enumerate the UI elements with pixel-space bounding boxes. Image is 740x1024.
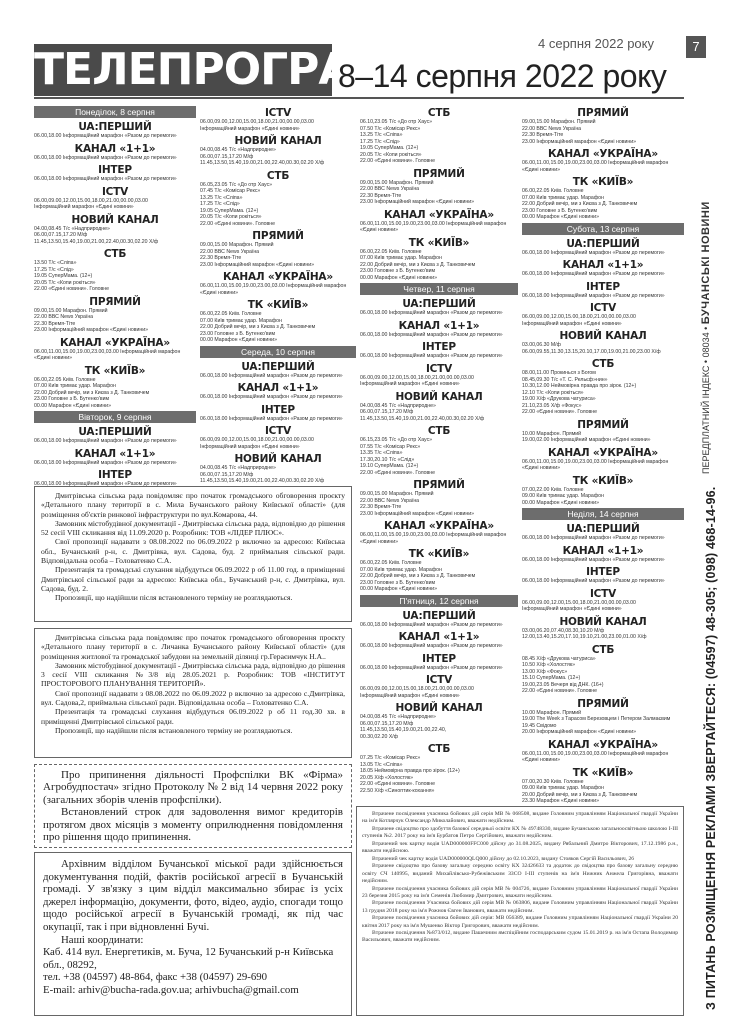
program-line: 06.00,18.00 Інформаційний марафон «Разом до перемоги» [360,664,503,671]
program-line: 22.00 «Єдині новини». Головне [360,781,436,787]
channel-name: ІНТЕР [586,280,620,293]
program-line: 00.00 Марафон «Єдині новини» [522,499,599,506]
notice-paragraph: Замовник містобудівної документації - Дмитрівська сільська рада, відповідно до рішення 52 сесії VIII скликання від 11.09.2020 р. Розробник: ТОВ «ЛІДЕР ПЛЮС». [41,518,345,538]
program-date-range: 8–14 серпня 2022 року [338,58,667,94]
program-line: 03.00,06.30 М/ф [522,342,561,348]
notice-paragraph: Про припинення діяльності Профспілки ВК «Фірма» Агробудпостач» згідно Протоколу № 2 від 14 червня 2022 року (загальних зборів членів профспілки). [43,769,343,806]
channel-name: КАНАЛ «1+1» [562,544,644,557]
notice-paragraph: Презентація та громадські слухання відбудуться 06.09.2022 р об 11.00 год. в приміщенні Дмитрівської сільської ради за адресою: Київська обл., Бучанський р-н, с. Дмитрівка, вул. Садова, буд. 2. [41,565,345,593]
program-line: 20.00 Інформаційний марафон «Єдині новини» [522,729,637,735]
channel-name: ІНТЕР [98,164,132,176]
program-line: 12.10 Т/с «Копи рокіться» [522,389,584,396]
notice-paragraph: Свої пропозиції надавати з 08.08.2022 по 06.09.2022 р включно за адресою с.Дмитрівка, вул. Садова,2, приймальна сільської ради. Відповідальна особа – Головатенко С.А. [41,688,345,708]
program-line: 09.00 Київ тримає удар. Марафон [522,785,604,791]
lost-document-notice: Втрачене свідоцтво про здобуття базової середньої освіти КХ № 49748330, видане Бучанською загальноосвітньою школою І-ІІІ ступенів №2. 2017 року на ім'я Бурбатов Петро Сергійович, вважати недійсним. [362,825,678,840]
program-line: 06.00,11.00,15.00,19.00,23.00,03.00 Інформаційний марафон [522,458,669,465]
program-line: 22.00 «Єдині новини». Головне [522,688,598,694]
program-line: 20.05 Т/с «Копи рокіться» [34,279,96,286]
channel-name: ІНТЕР [422,341,456,353]
notice-paragraph: Дмитрівська сільська рада повідомляє про початок громадського обговорення проєкту «Детального плану території в с. Личанка Бучанського району Київської області» (для розміщення житлової та громадської забудови на земельній ділянці гр.Гераєимчук Н.А.. [41,633,345,661]
program-line: 06.00,11.00,15.00,19.00,23.00,03.00 Інформаційний марафон [34,348,181,355]
channel-name: ICTV [425,362,453,375]
program-line: 22.30 Время-Тіте [34,320,76,327]
channel-name: ПРЯМИЙ [577,107,629,119]
channel-name: КАНАЛ «1+1» [562,259,644,271]
channel-name: ICTV [589,587,617,600]
program-line: 06.00,18.00 Інформаційний марафон «Разом до перемоги» [522,578,665,584]
channel-name: НОВИЙ КАНАЛ [395,390,483,403]
program-line: 09.00,15.00 Марафон. Прямий [34,307,108,314]
program-line: 06.00,09.00,12.00,15.00,18.00,21.00,00.00,03.00 [200,119,314,125]
notice-paragraph: Архівним відділом Бучанської міської ради здійснюється документування подій, фактів російської агресії в Бучанській громаді. У зв'язку з цим відділ максимально збирає із усіх джерел інформацію, документи, фото, відео, аудіо, спогади тощо щодо російської агресії в Бучанській громаді, як під час окупації, так і при відновленні Бучі. [43,858,343,933]
program-line: 09.00,15.00 Марафон. Прямий [360,179,434,186]
lost-document-notice: Втрачений чек картку водія UAD000000QLQ000 дійсну до 02.10.2023, видану Стояков Сергій Васильович, 26 [372,855,635,862]
day-header: Неділя, 14 серпня [522,508,684,520]
newspaper-name: БУЧАНСЬКІ НОВИНИ [700,201,712,325]
channel-name: UA:ПЕРШИЙ [402,609,476,622]
program-line: 07.00 Київ тримає удар. Марафон [522,194,604,201]
sidebar-ads-contact [686,484,718,1014]
program-line: 17.25 Т/с «Слід» [200,201,240,207]
program-line: Інформаційний марафон «Єдині новини» [34,204,134,210]
program-line: 06.00,07.15,17.20 М/ф [360,409,414,415]
tv-column-4 [522,104,684,805]
tv-column-3 [360,104,518,794]
channel-name: ТК «КИЇВ» [572,474,634,487]
channel-name: UA:ПЕРШИЙ [566,523,640,535]
program-line: 19.05 СуперМама. (12+) [200,207,259,214]
issue-date: 4 серпня 2022 року [538,36,654,51]
program-line: 09.00,15.00 Марафон. Прямий [522,119,596,125]
channel-name: КАНАЛ «1+1» [74,142,156,155]
contact-line: Наші координати: [61,933,144,946]
tv-program-logo: ТЕЛЕПРОГРАМА [34,44,428,95]
program-line: Інформаційний марафон «Єдині новини» [522,320,622,327]
program-line: 06.00,18.00 Інформаційний марафон «Разом до перемоги» [522,556,665,563]
channel-name: КАНАЛ «1+1» [398,319,480,332]
channel-name: UA:ПЕРШИЙ [78,426,152,438]
program-line: 06.00,18.00 Інформаційний марафон «Разом до перемоги» [34,154,177,161]
program-line: 13.50 Т/с «Сліпа» [34,260,77,266]
program-line: 04.00,08.45 Т/с «Надприродне» [34,225,110,232]
channel-name: ІНТЕР [261,403,295,416]
channel-name: ІНТЕР [422,652,456,665]
channel-name: СТБ [427,743,451,755]
program-line: 22.00 Добрий вечір, ми з Києва з Д. Танковичем [360,261,476,268]
tv-column-2 [200,104,356,485]
program-line: «Єдині новини» [360,538,399,545]
header-divider [34,97,684,99]
channel-name: СТБ [103,248,127,260]
program-line: 10.00 Марафон. Прямий [522,430,582,437]
program-line: 06.00,07.15,17.20 М/ф [200,471,254,478]
channel-name: ТК «КИЇВ» [408,236,470,249]
program-line: 04.00,08.45 Т/с «Надприродне» [200,147,276,153]
program-line: 04.00,08.45 Т/с «Надприродне» [200,465,276,471]
channel-name: ТК «КИЇВ» [408,548,470,560]
program-line: 19.05 СуперМама. (12+) [34,273,93,279]
program-line: 08.45,09.30 Т/с «Т. С. Рельєф»нин» [522,376,608,383]
program-line: 06.00,18.00 Інформаційний марафон «Разом до перемоги» [34,481,177,487]
program-line: 06.00,18.00 Інформаційний марафон «Разом до перемоги» [522,249,665,256]
program-line: 04.00,08.45 Т/с «Надприродне» [360,402,436,409]
channel-name: ПРЯМИЙ [413,479,465,491]
program-line: 23.00 Інформаційний марафон «Єдині новини» [200,261,315,268]
program-line: 18.05 Неймовірна правда про зірок. (12+) [360,768,460,774]
channel-name: СТБ [591,643,615,656]
program-line: 22.00 «Єдині новини». Головне [200,220,276,227]
channel-name: НОВИЙ КАНАЛ [559,330,647,342]
program-line: 06.00,09.00,12.00,15.00,18.00,21.00,00.00,03.00 [360,374,474,381]
contact-line: E-mail: arhiv@bucha-rada.gov.ua; arhivbucha@gmail.com [43,983,299,996]
program-line: 07.25 Т/с «Комісар Рекс» [360,755,421,761]
channel-name: КАНАЛ «УКРАЇНА» [548,738,658,751]
day-header: Понеділок, 8 серпня [34,106,196,118]
lost-document-notice: Втрачене посвідчення учасника бойових дій серія: МВ 056389, видане Головним управлінням Національної гвардії України 20 квітня 2017 року на ім'я Мушенко Віктор Григорович, вважати недійсним. [362,915,678,929]
page-number: 7 [686,36,706,58]
program-line: 06.00,09.00,12.00,15.00,18.00,21.00,00.00,03.00 [200,437,314,443]
program-line: 07.00 Київ тримає удар. Марафон [34,383,116,389]
program-line: 07.00 Київ тримає удар. Марафон [360,255,442,261]
program-line: 06.00,07.15,17.20 М/ф [360,720,414,727]
notice-detailed-plan-myla [34,486,352,622]
notice-paragraph: Замовник містобудівної документації - Дмитрівська сільська рада, відповідно до рішення 3 сесії VIII скликання №3/8 від 28.05.2021 р. Розробник: ТОВ «ІНСТИТУТ ПРОСТОРОВОГО ПЛАНУВАННЯ ТЕРИТОРІЙ». [41,660,345,689]
program-line: 08.45 Х/ф «Друкова чатуриса» [522,655,596,662]
program-line: 17.30,20.10 Т/с «Слід» [360,456,415,463]
program-line: 06.00,22.05 Київ. Головне [200,311,262,317]
program-line: 22.00 Добрий вечір, ми з Києва з Д. Танковичем [360,573,476,579]
program-line: 06.00,07.15,17.20 М/ф [200,153,254,160]
program-line: 19.00 The Week з Тарасом Березовцем і Петером Залмаєвим [522,716,671,722]
notice-paragraph: Пропозиції, що надійшли після встановленого терміну не розглядаються. [55,725,293,735]
program-line: 06.00,18.00 Інформаційний марафон «Разом до перемоги» [522,535,665,541]
program-line: 20.05 Т/с «Копи рокіться» [360,151,422,158]
notice-paragraph: Свої пропозиції надавати з 08.08.2022 по 06.09.2022 р включно за адресою: Київська обл., Бучанський р-н, с. Дмитрівка, вул. Садова, буд. 2 приймальня сільської ради. Відповідальна особа – Головатенко С.А. [41,537,345,566]
channel-name: СТБ [591,358,615,370]
program-line: 00.00 Марафон «Єдині новини» [522,214,599,220]
program-line: 06.00,18.00 Інформаційний марафон «Разом до перемоги» [200,372,343,379]
program-line: 22.30 Время-Тіте [200,255,242,261]
program-line: 06.00,18.00 Інформаційний марафон «Разом до перемоги» [360,310,503,316]
day-header: Середа, 10 серпня [200,346,356,358]
lost-document-notice: Втрачене посвідчення Учасника бойових дій серія МВ № 063806, видане Головним управлінням Національної гвардії України 13 грудня 2018 року на ім'я Рожнов Євген Іванович, вважати недійсним. [362,900,678,914]
program-line: 06.00,09.00,12.00,15.00,18.00,21.00,00.00,03.00 [522,314,636,320]
program-line: 22.50 Х/ф «Синоптик-кохання» [360,787,435,794]
contact-line: Каб. 414 вул. Енергетиків, м. Буча, 12 Бучанський р-н Київська обл., 08292, [43,946,334,971]
program-line: 06.00,11.00,15.00,19.00,23.00,03.00 Інформаційний марафон [200,283,347,289]
program-line: 10.30,12.00 Неймовірна правда про зірок. (12+) [522,383,637,389]
notice-paragraph: Встановлений строк для задоволення вимог кредиторів протягом двох місяців з моменту оприлюднення повідомлення про рішення щодо припинення. [43,806,343,844]
program-line: 06.00,18.00 Інформаційний марафон «Разом до перемоги» [34,176,177,182]
program-line: 06.00,22.05 Київ. Головне [360,560,422,566]
program-line: 22.00 Добрий вечір, ми з Києва з Д. Танковичем [34,389,150,396]
program-line: 06.00,18.00 Інформаційний марафон «Разом до перемоги» [200,394,343,400]
channel-name: НОВИЙ КАНАЛ [395,702,483,714]
program-line: 06.00,22.05 Київ. Головне [34,376,96,383]
lost-document-notice: Втрачене посвідчення учасника бойових дій серія МВ № 068508, видане Головним управлінням Національної гвардії України на ім'я Котлярчук Олександр Миколайович, вважати недійсним. [362,811,678,825]
subscription-index: ПЕРЕДПЛАТНИЙ ІНДЕКС • 08034 • [701,326,711,474]
program-line: 22.00 ВВС News Україна [522,125,582,132]
program-line: 20.05 Т/с «Копи рокіться» [200,214,262,220]
program-line: 11.45,13.50,15.40,19.00,21.00,22.40, [360,727,447,733]
program-line: 23.00 Інформаційний марафон «Єдині новини» [34,327,149,333]
channel-name: ICTV [425,674,453,686]
channel-name: ПРЯМИЙ [577,418,629,431]
program-line: 06.00,18.00 Інформаційний марафон «Разом до перемоги» [360,643,503,649]
program-line: 13.25 Т/с «Сліпа» [360,132,403,138]
program-line: 06.15,23.05 Т/с «До отр Хаус» [360,437,433,443]
program-line: 06.00,11.00,15.00,19.00,23.00,03.00 Інформаційний марафон [360,220,507,227]
program-line: 21.10,23.05 Х/ф «Фокус» [522,402,582,409]
channel-name: КАНАЛ «1+1» [237,382,319,394]
channel-name: ІНТЕР [586,566,620,578]
channel-name: ІНТЕР [98,469,132,481]
program-line: 17.25 Т/с «Слід» [34,266,74,273]
program-line: 22.00 «Єдині новини». Головне [522,409,598,415]
program-line: Інформаційний марафон «Єдині новини» [200,125,300,132]
channel-name: ПРЯМИЙ [89,295,141,308]
channel-name: ICTV [264,107,292,119]
program-line: 13.25 Т/с «Сліпа» [200,194,243,201]
day-header: Субота, 13 серпня [522,223,684,235]
program-line: 06.00,09.00,12.00,15.00,18.00,21.00,00.00,03.00 [522,599,636,606]
channel-name: КАНАЛ «УКРАЇНА» [384,520,494,532]
program-line: 06.00,18.00 Інформаційний марафон «Разом до перемоги» [34,133,177,139]
sidebar-subscription [686,64,712,484]
program-line: 13.05 Т/с «Сліпа» [360,761,403,768]
program-line: 03.00,06.20,07.40,08.30,10.20 М/ф [522,627,605,634]
program-line: 20.00 Добрий вечір, ми з Києва з Д. Танковичем [522,791,638,798]
program-line: «Єдині новини» [34,355,73,361]
program-line: 22.00 Добрий вечір, ми з Києва з Д. Танковичем [522,201,638,207]
lost-document-notice: Втрачене свідоцтво про базову загальну середню освіту КХ 32426633 та додаток до свідоцтва про базову загальну середню освіту СЧ 140995, виданий Михайлівсько-Рубежівським ЗЗСО І-ІІІ ступенів на ім'я Нижник Анжела Григорівна, вважати недійсним. [362,863,678,884]
program-line: 09.00,15.00 Марафон. Прямий [360,491,434,497]
program-line: 22.00 ВВС News Україна [200,248,260,255]
program-line: 04.00,08.45 Т/с «Надприродне» [360,714,436,720]
program-line: 23.00 Інформаційний марафон «Єдині новини» [360,199,475,205]
program-line: 06.10,23.05 Т/с «До отр Хаус» [360,119,433,125]
program-line: 08.00,11.00 Прокинься з Богом [522,370,596,376]
program-line: 06.00,18.00 Інформаційний марафон «Разом до перемоги» [522,271,665,277]
channel-name: НОВИЙ КАНАЛ [559,615,647,628]
program-line: 19.10 СуперМама. (12+) [360,463,419,469]
day-header: П'ятниця, 12 серпня [360,595,518,607]
channel-name: КАНАЛ «1+1» [398,631,480,643]
program-line: 20.05 Х/ф «Холостяк» [360,774,413,781]
program-line: 23.00 Головне з Б. Бутенко'вим [34,396,110,402]
program-line: 07.50 Т/с «Комісар Рекс» [360,125,421,132]
program-line: 06.00,18.00 Інформаційний марафон «Разом до перемоги» [360,621,503,628]
program-line: 22.00 ВВС News Україна [360,186,420,192]
program-line: 10.50 Х/ф «Холостяк» [522,662,575,668]
program-line: Інформаційний марафон «Єдині новини» [200,443,300,450]
program-line: 00.00 Марафон «Єдині новини» [34,402,111,409]
program-line: 06.00,09.00,12.00,15.00,18.00,21.00,00.00,03.00 [360,686,474,692]
program-line: 00.00 Марафон «Єдині новини» [200,337,277,343]
program-line: 23.00 Інформаційний марафон «Єдині новини» [360,510,475,517]
channel-name: ТК «КИЇВ» [247,299,309,311]
program-line: 06.00,22.05 Київ. Головне [360,248,422,255]
program-line: 15.10 СуперМама. (12+) [522,675,581,681]
program-line: Інформаційний марафон «Єдині новини» [522,606,622,612]
program-line: 10.00 Марафон. Прямий [522,709,582,716]
program-line: 06.00,07.15,17.20 М/ф [34,232,88,238]
channel-name: КАНАЛ «УКРАЇНА» [223,271,333,283]
program-line: 09.00 Київ тримає удар. Марафон [522,493,604,499]
channel-name: ТК «КИЇВ» [84,364,146,377]
channel-name: КАНАЛ «1+1» [74,447,156,460]
channel-name: UA:ПЕРШИЙ [402,298,476,310]
program-line: «Єдині новини» [522,166,561,173]
program-line: 07.00 Київ тримає удар. Марафон [360,566,442,573]
channel-name: ICTV [101,185,129,198]
program-line: 19.05 СуперМама. (12+) [360,145,419,151]
channel-name: НОВИЙ КАНАЛ [234,135,322,147]
program-line: 07.45 Т/с «Комісар Рекс» [200,188,261,194]
program-line: 07.00 Київ тримає удар. Марафон [200,317,282,324]
program-line: 19.00,23.05 Вечеря від ДНК. (16+) [522,681,604,688]
channel-name: ICTV [589,302,617,314]
channel-name: ТК «КИЇВ» [572,766,634,779]
channel-name: ПРЯМИЙ [252,230,304,242]
program-line: 19.00,02.00 Інформаційний марафон «Єдині новини» [522,437,651,443]
program-line: 22.30 Время-Тіте [522,132,564,138]
program-line: 06.00,11.00,15.00,19.00,23.00,03.00 Інформаційний марафон [522,160,669,166]
program-line: 06.00,09.55,11.30,13.15,20.10,17.00,19.00,21.00,23.00 Х/ф [522,348,661,355]
lost-document-notice: Втрачене посвідчення учасника бойових дій серія МВ № 004726, видане Головним управлінням Національної гвардії України 23 березня 2015 року на ім'я Семенів Любомир Дмитрович, вважати недійсним. [362,885,678,899]
program-line: 22.00 «Єдині новини». Головне [34,286,110,292]
tv-column-1 [34,104,196,488]
program-line: 11.45,13.50,15.40,19.00,21.00,22.40,00.30,02.20 Х/ф [200,160,325,166]
program-line: «Єдині новини» [360,227,399,233]
program-line: 07.00,22.00 Київ. Головне [522,486,584,493]
channel-name: ТК «КИЇВ» [572,176,634,188]
day-header: Вівторок, 9 серпня [34,411,196,423]
program-line: 09.00,15.00 Марафон. Прямий [200,242,274,248]
program-line: 06.00,18.00 Інформаційний марафон «Разом до перемоги» [34,438,177,444]
program-line: 06.00,22.05 Київ. Головне [522,188,584,194]
channel-name: ПРЯМИЙ [413,167,465,180]
program-line: 19.00 Х/ф «Друкова чатуриса» [522,396,596,402]
program-line: 22.00 ВВС News Україна [360,497,420,504]
channel-name: СТБ [427,107,451,119]
program-line: 23.00 Головне з Б. Бутенко'вим [522,207,598,214]
program-line: 06.00,18.00 Інформаційний марафон «Разом до перемоги» [360,331,503,338]
program-line: 11.45,13.50,15.40,19.00,21.00,22.40,00.30,02.20 Х/ф [200,478,325,484]
contact-line: тел. +38 (04597) 48-864, факс +38 (04597) 29-690 [43,971,268,984]
channel-name: СТБ [427,425,451,437]
program-line: 22.00 Добрий вечір, ми з Києва з Д. Танковичем [200,324,316,330]
channel-name: ICTV [264,425,292,437]
lost-document-notice: Втрачене посвідчення №873/012, видане Пашечним ямспіційним господарським судом 15.01.2019 р. на ім'я Остапа Володимир Васильович, вважати недійсним. [362,930,678,944]
notice-paragraph: Дмитрівська сільська рада повідомляє про початок громадського обговорення проєкту «Детального плану території в с. Мила Бучанського району Київської області» (для розміщення об'єктів ринкової інфраструктури по вул.Комарова, 44. [41,491,345,519]
program-line: 23.00 Головне з Б. Бутенко'вим [200,330,276,337]
program-line: 00.00 Марафон «Єдині новини» [360,586,437,592]
lost-document-notice: Втрачений чек картку водія UAD000000FFC000 дійсну до 31.08.2025, видану Рябальний Дмитро Вікторович, 17.12.1986 р.н., вважати недійсною. [362,840,678,855]
program-line: 11.45,13.50,15.40,19.00,21.00,22.40,00.30,02.20 Х/ф [34,238,159,245]
ads-contact-text: З ПИТАНЬ РОЗМІЩЕННЯ РЕКЛАМИ ЗВЕРТАЙТЕСЯ: (04597) 48-305; (098) 468-14-96. [704,486,718,1010]
notice-paragraph: Презентація та громадські слухання відбудуться 06.09.2022 р об 11 год.30 хв. в приміщенні Дмитрівської сільської ради. [41,707,345,726]
channel-name: UA:ПЕРШИЙ [78,121,152,133]
channel-name: КАНАЛ «УКРАЇНА» [548,148,658,160]
program-line: Інформаційний марафон «Єдині новини» [360,692,460,699]
notice-paragraph: Пропозиції, що надійшли після встановленого терміну не розглядаються. [55,593,293,603]
channel-name: КАНАЛ «УКРАЇНА» [548,446,658,459]
program-line: 13.00 Х/ф «Фокус» [522,668,568,675]
program-line: 06.00,11.00,15.00,19.00,23.00,03.00 Інформаційний марафон [360,532,507,538]
program-line: 19.45 Свідомо [522,722,557,729]
channel-name: ПРЯМИЙ [577,697,629,710]
program-line: 22.30 Время-Тіте [360,504,402,510]
channel-name: КАНАЛ «УКРАЇНА» [60,336,170,349]
program-line: 06.00,18.00 Інформаційний марафон «Разом до перемоги» [522,292,665,299]
program-line: 00.30,02.20 Х/ф [360,733,399,740]
program-line: 06.00,18.00 Інформаційний марафон «Разом до перемоги» [360,353,503,359]
channel-name: КАНАЛ «УКРАЇНА» [384,208,494,221]
program-line: 12.00,13.40,15.20,17.10,19.10,21.00,23.00,01.00 Х/ф [522,634,647,640]
program-line: 23.00 Головне з Б. Бутенко'вим [360,579,436,586]
program-line: 23.30 Марафон «Єдині новини» [522,798,599,804]
notice-trade-union-termination [34,764,352,848]
program-line: 06.00,18.00 Інформаційний марафон «Разом до перемоги» [200,415,343,422]
program-line: 06.05,23.05 Т/с «До отр Хаус» [200,181,273,188]
program-line: 22.00 «Єдині новини». Головне [360,469,436,476]
program-line: 23.00 Головне з Б. Бутенко'вим [360,268,436,274]
channel-name: НОВИЙ КАНАЛ [234,453,322,465]
program-line: 22.00 ВВС News Україна [34,314,94,320]
program-line: 11.45,13.50,15.40,19.00,21.00,22.40,00.30,02.20 Х/ф [360,415,485,422]
notice-archive-department [34,852,352,1016]
program-line: Інформаційний марафон «Єдині новини» [360,381,460,387]
channel-name: СТБ [266,169,290,182]
program-line: 23.00 Інформаційний марафон «Єдині новини» [522,138,637,145]
channel-name: UA:ПЕРШИЙ [241,360,315,373]
day-header: Четвер, 11 серпня [360,283,518,295]
channel-name: UA:ПЕРШИЙ [566,237,640,250]
program-line: 22.00 «Єдині новини». Головне [360,158,436,164]
program-line: «Єдині новини» [200,289,239,296]
lost-documents-notices [356,806,684,1016]
program-line: 06.00,09.00,12.00,15.00,18.00,21.00,00.00,03.00 [34,197,148,204]
notice-detailed-plan-lychanka [34,628,352,758]
program-line: 22.30 Время-Тіте [360,192,402,199]
channel-name: НОВИЙ КАНАЛ [71,213,159,226]
program-line: 07.55 Т/с «Комісар Рекс» [360,443,421,450]
program-line: 17.25 Т/с «Слід» [360,138,400,145]
program-line: 06.00,18.00 Інформаційний марафон «Разом до перемоги» [34,459,177,466]
program-line: 06.00,11.00,15.00,19.00,23.00,03.00 Інформаційний марафон [522,750,669,757]
program-line: 07.00,20.30 Київ. Головне [522,778,584,785]
program-line: «Єдині новини» [522,757,561,763]
program-line: «Єдині новини» [522,465,561,471]
program-line: 13.35 Т/с «Сліпа» [360,450,403,456]
program-line: 00.00 Марафон «Єдині новини» [360,274,437,281]
